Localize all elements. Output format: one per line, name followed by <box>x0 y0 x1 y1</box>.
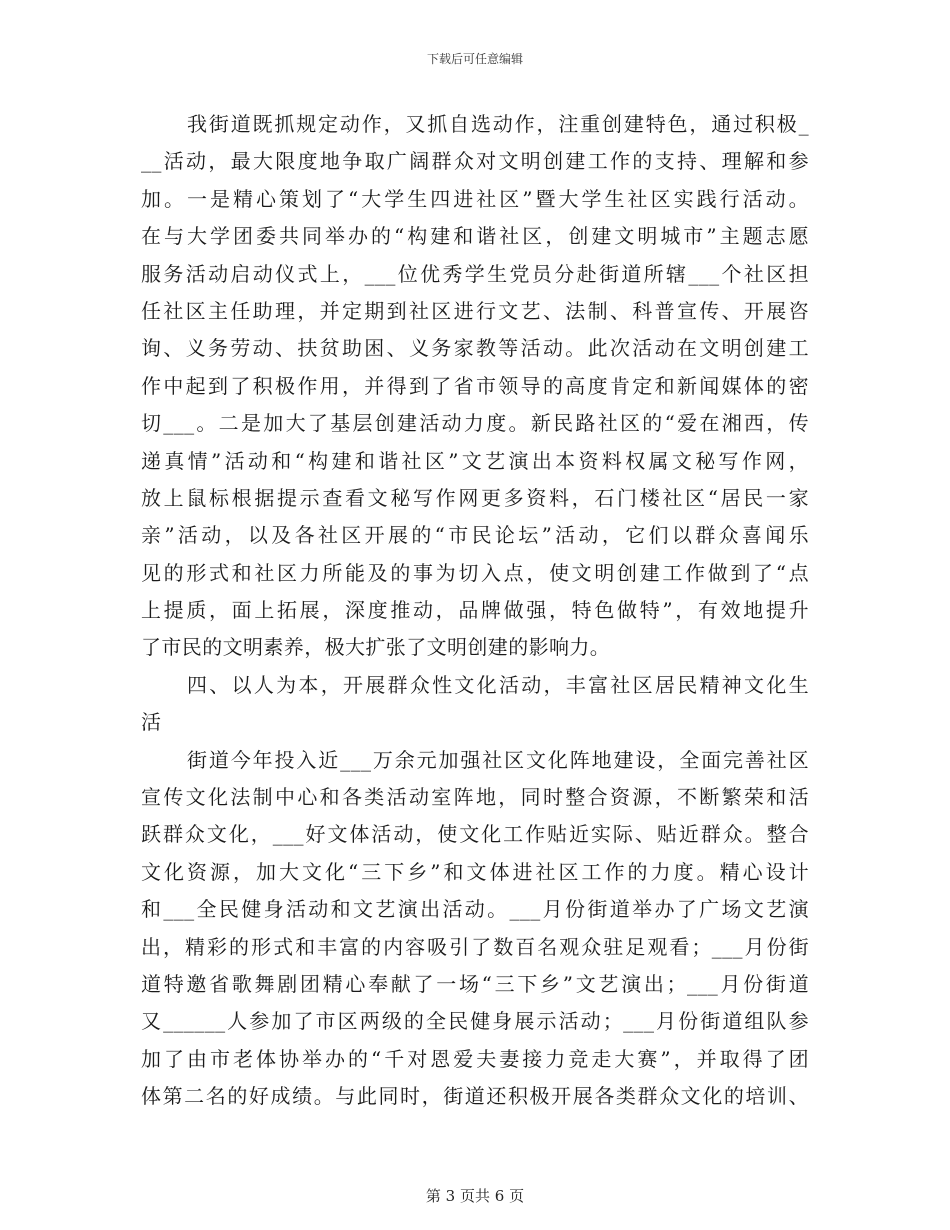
text-line: 四、以人为本，开展群众性文化活动，丰富社区居民精神文化生 <box>187 672 809 697</box>
paragraph-1 <box>141 106 809 667</box>
page-header: 下载后可任意编辑 <box>426 52 523 66</box>
text-line: 道特邀省歌舞剧团精心奉献了一场“三下乡”文艺演出；___月份街道 <box>141 971 809 996</box>
text-line: 了市民的文明素养，极大扩张了文明创建的影响力。 <box>141 635 611 660</box>
text-line: 又______人参加了市区两级的全民健身展示活动；___月份街道组队参 <box>141 1009 809 1034</box>
text-line: 在与大学团委共同举办的“构建和谐社区，创建文明城市”主题志愿 <box>141 224 809 249</box>
document-body <box>141 106 809 1116</box>
text-line: 见的形式和社区力所能及的事为切入点，使文明创建工作做到了“点 <box>141 560 809 585</box>
text-line: 加了由市老体协举办的“千对恩爱夫妻接力竞走大赛”，并取得了团 <box>141 1046 809 1071</box>
text-line: 作中起到了积极作用，并得到了省市领导的高度肯定和新闻媒体的密 <box>141 373 809 398</box>
text-line: 递真情”活动和“构建和谐社区”文艺演出本资料权属文秘写作网， <box>141 448 809 473</box>
text-line: 我街道既抓规定动作，又抓自选动作，注重创建特色，通过积极_ <box>187 112 809 136</box>
text-line: 和___全民健身活动和文艺演出活动。___月份街道举办了广场文艺演 <box>141 897 809 922</box>
text-line: 街道今年投入近___万余元加强社区文化阵地建设，全面完善社区 <box>187 747 809 772</box>
page-footer: 第 3 页共 6 页 <box>425 1187 525 1205</box>
text-line: 跃群众文化，___好文体活动，使文化工作贴近实际、贴近群众。整合 <box>141 822 809 847</box>
text-line: 服务活动启动仪式上，___位优秀学生党员分赴街道所辖___个社区担 <box>141 261 809 286</box>
text-line: 出，精彩的形式和丰富的内容吸引了数百名观众驻足观看；___月份街 <box>141 934 809 959</box>
text-line: 活 <box>141 710 162 735</box>
text-line: __活动，最大限度地争取广阔群众对文明创建工作的支持、理解和参 <box>141 149 809 174</box>
text-line: 文化资源，加大文化“三下乡”和文体进社区工作的力度。精心设计 <box>141 859 809 884</box>
text-line: 体第二名的好成绩。与此同时，街道还积极开展各类群众文化的培训、 <box>141 1084 809 1109</box>
text-line: 宣传文化法制中心和各类活动室阵地，同时整合资源，不断繁荣和活 <box>141 785 809 810</box>
section-heading-4 <box>141 667 809 742</box>
text-line: 询、义务劳动、扶贫助困、义务家教等活动。此次活动在文明创建工 <box>141 336 809 361</box>
text-line: 加。一是精心策划了“大学生四进社区”暨大学生社区实践行活动。 <box>141 186 809 211</box>
text-line: 上提质，面上拓展，深度推动，品牌做强，特色做特”，有效地提升 <box>141 598 809 623</box>
text-line: 放上鼠标根据提示查看文秘写作网更多资料，石门楼社区“居民一家 <box>141 485 809 510</box>
text-line: 任社区主任助理，并定期到社区进行文艺、法制、科普宣传、开展咨 <box>141 298 809 323</box>
paragraph-3 <box>141 742 809 1116</box>
text-line: 切___。二是加大了基层创建活动力度。新民路社区的“爱在湘西，传 <box>141 411 809 436</box>
text-line: 亲”活动，以及各社区开展的“市民论坛”活动，它们以群众喜闻乐 <box>141 523 809 548</box>
